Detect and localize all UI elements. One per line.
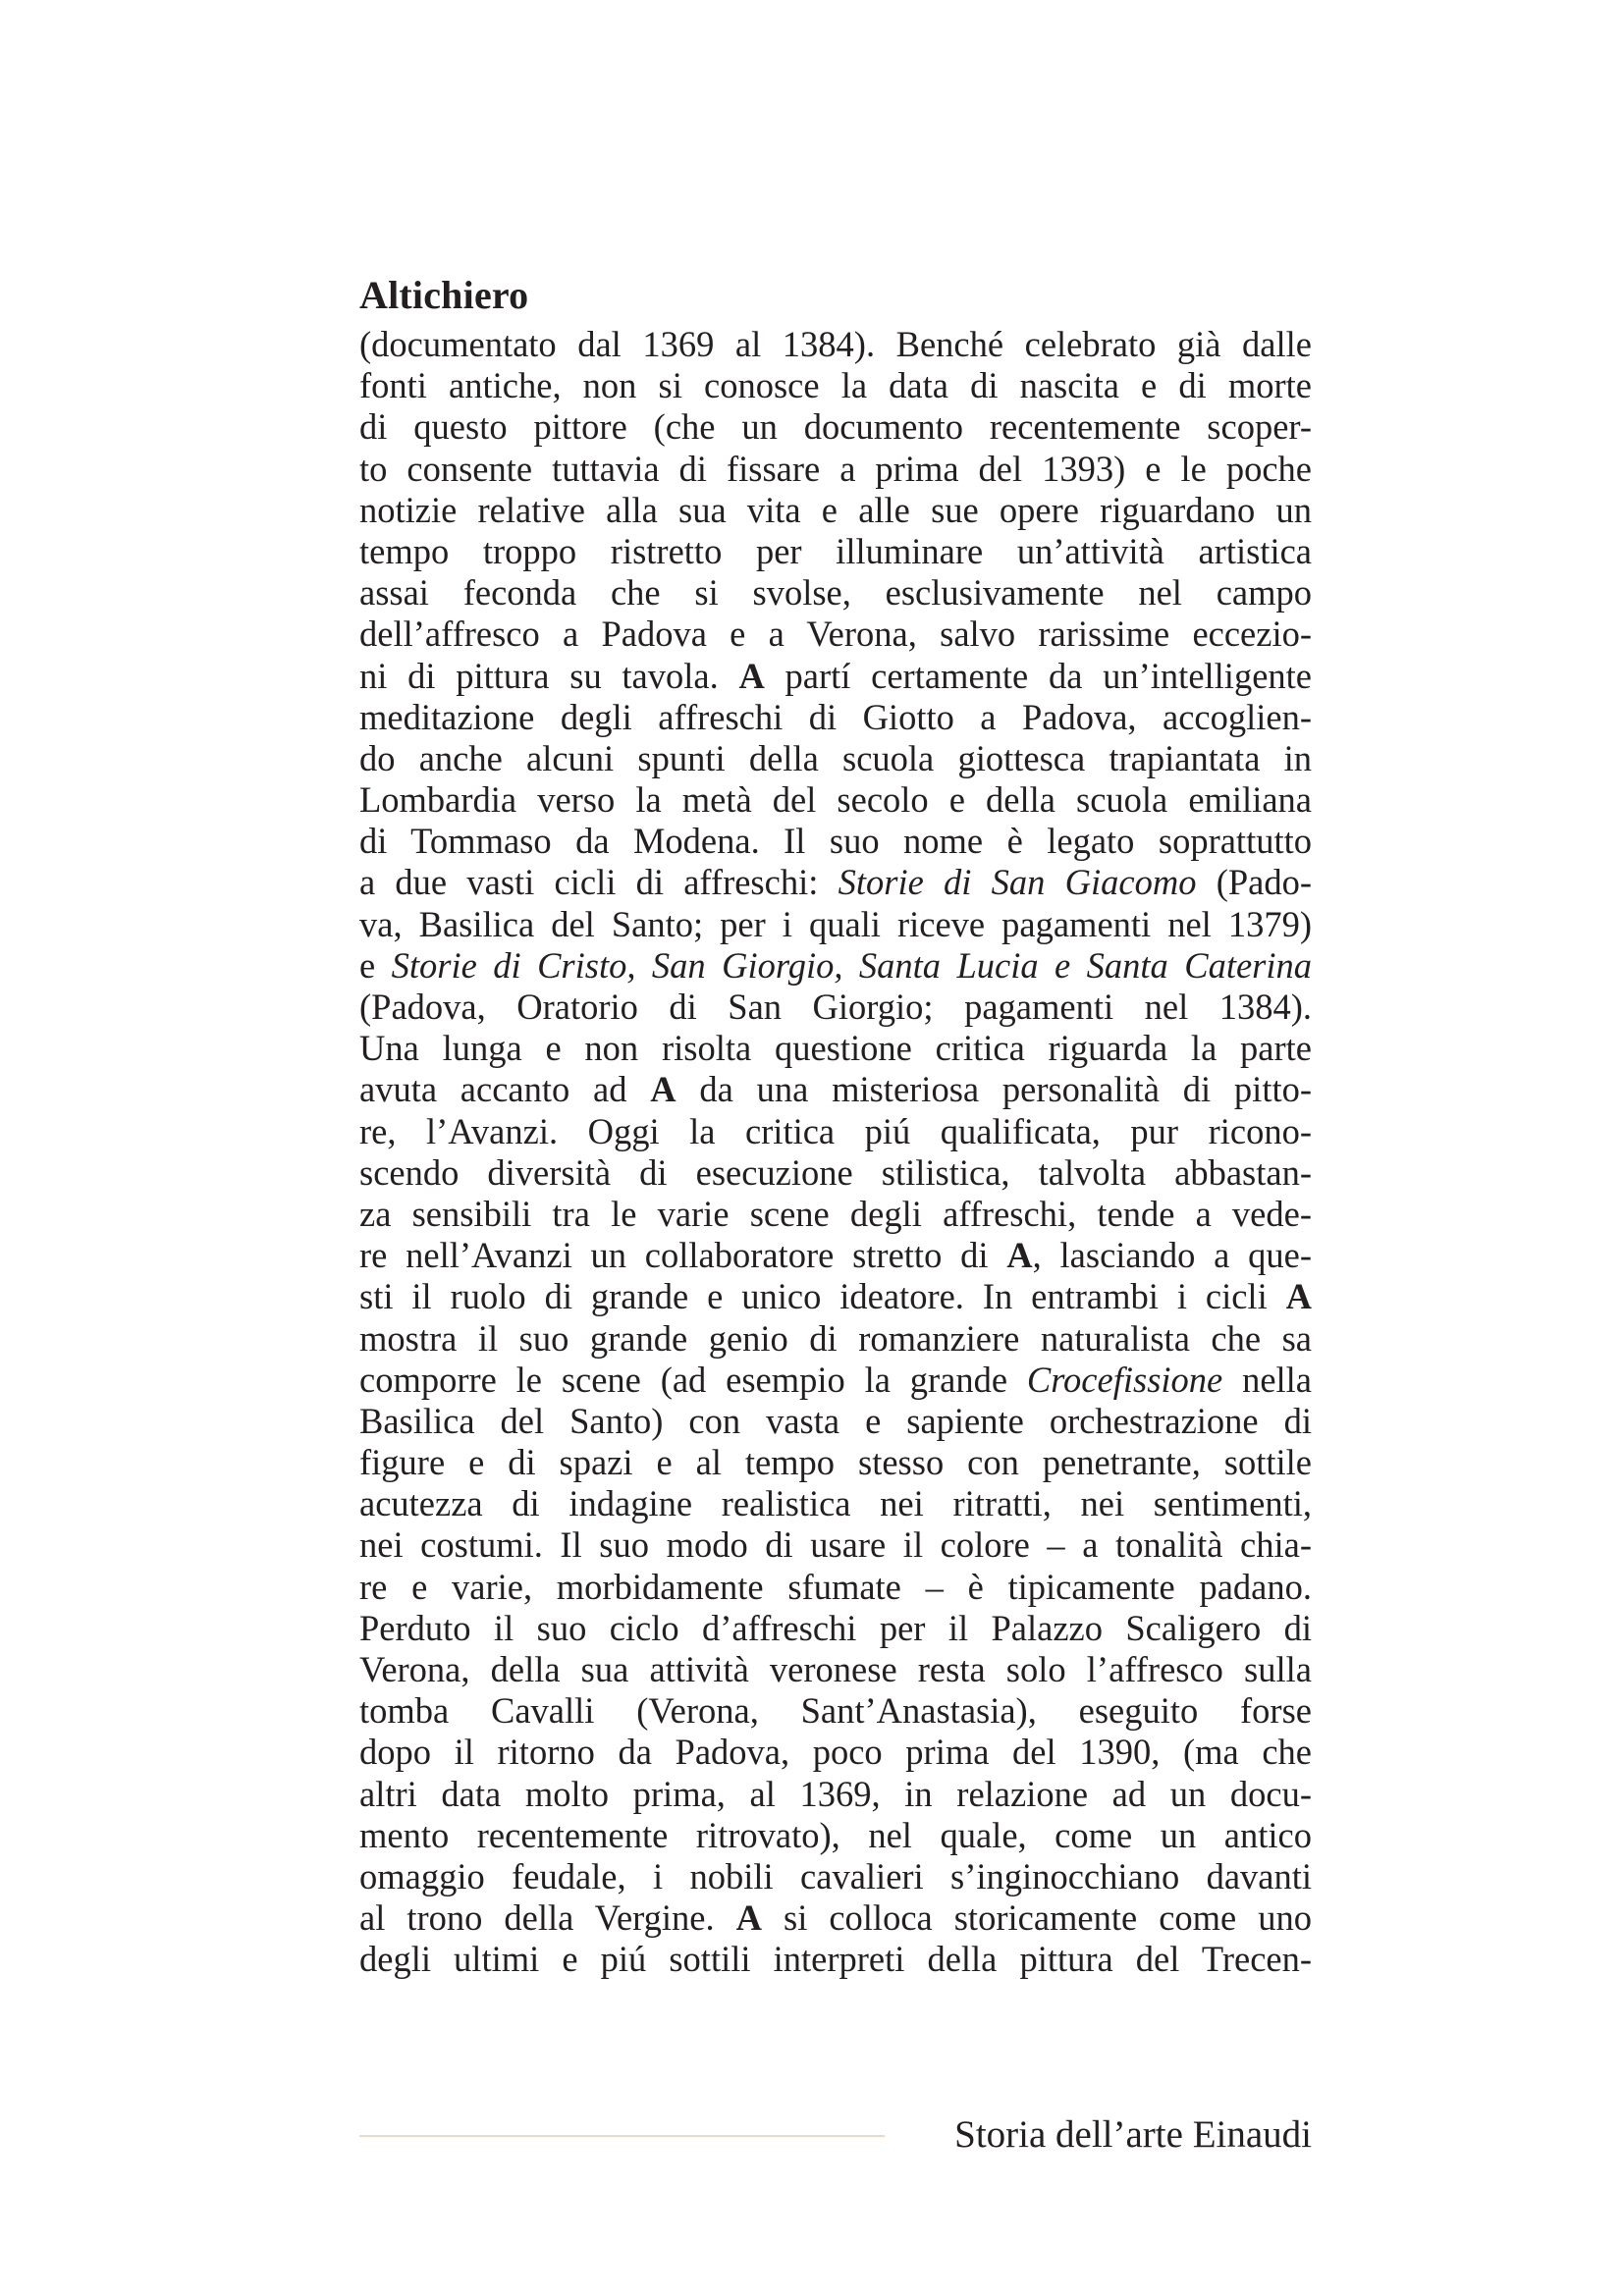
body-text: dopo il ritorno da Padova, poco prima del 1390, (ma che	[359, 1732, 1312, 1773]
body-line	[359, 738, 1312, 779]
footer-publisher-label: Storia dell’arte Einaudi	[954, 2113, 1312, 2156]
body-text: dell’affresco a Padova e a Verona, salvo rarissime eccezio-	[359, 614, 1312, 655]
body-text: va, Basilica del Santo; per i quali riceve pagamenti nel 1379)	[359, 903, 1312, 944]
body-text: re e varie, morbidamente sfumate – è tipicamente padano.	[359, 1566, 1312, 1607]
artwork-title: Storie di San Giacomo	[838, 862, 1197, 903]
body-line	[359, 1524, 1312, 1566]
body-text: fonti antiche, non si conosce la data di nascita e di morte	[359, 365, 1312, 406]
body-text: (Pado-	[1196, 862, 1312, 903]
body-line	[359, 1856, 1312, 1897]
body-text: sti il ruolo di grande e unico ideatore. In entrambi i cicli	[359, 1276, 1286, 1317]
body-line	[359, 821, 1312, 862]
body-text: to consente tuttavia di fissare a prima del 1393) e le poche	[359, 448, 1312, 489]
body-text: tempo troppo ristretto per illuminare un’attività artistica	[359, 530, 1312, 571]
body-text: altri data molto prima, al 1369, in relazione ad un docu-	[359, 1773, 1312, 1814]
body-text: figure e di spazi e al tempo stesso con penetrante, sottile	[359, 1442, 1312, 1483]
body-text: ni di pittura su tavola.	[359, 655, 739, 696]
body-line	[359, 324, 1312, 365]
body-line	[359, 1194, 1312, 1235]
body-line	[359, 945, 1312, 987]
body-text: omaggio feudale, i nobili cavalieri s’inginocchiano davanti	[359, 1855, 1312, 1896]
body-text: re nell’Avanzi un collaboratore stretto di	[359, 1235, 1007, 1276]
artist-abbreviation: A	[735, 1897, 762, 1939]
artist-abbreviation: A	[650, 1069, 676, 1110]
body-line	[359, 1483, 1312, 1524]
body-text: mento recentemente ritrovato), nel quale, come un antico	[359, 1814, 1312, 1855]
body-text: Verona, della sua attività veronese resta solo l’affresco sulla	[359, 1649, 1312, 1689]
body-line	[359, 904, 1312, 945]
body-text: degli ultimi e piú sottili interpreti della pittura del Trecen-	[359, 1939, 1312, 1980]
body-line	[359, 1567, 1312, 1608]
body-text: Perduto il suo ciclo d’affreschi per il Palazzo Scaligero di	[359, 1607, 1312, 1648]
body-line	[359, 531, 1312, 572]
body-text: avuta accanto ad	[359, 1069, 651, 1110]
body-text: nei costumi. Il suo modo di usare il colore – a tonalità chia-	[359, 1524, 1312, 1566]
body-line	[359, 1360, 1312, 1401]
entry-title: Altichiero	[359, 273, 529, 317]
body-line	[359, 697, 1312, 738]
body-text: mostra il suo grande genio di romanziere naturalista che sa	[359, 1317, 1312, 1359]
body-text: do anche alcuni spunti della scuola giottesca trapiantata in	[359, 737, 1312, 778]
body-text: al trono della Vergine.	[359, 1897, 736, 1939]
body-text: da una misteriosa personalità di pitto-	[676, 1069, 1313, 1110]
body-text: notizie relative alla sua vita e alle sue opere riguardano un	[359, 489, 1312, 530]
artist-abbreviation: A	[1006, 1235, 1033, 1276]
body-text: , lasciando a que-	[1032, 1235, 1312, 1276]
body-text: di questo pittore (che un documento recentemente scoper-	[359, 406, 1312, 448]
body-line	[359, 1690, 1312, 1732]
body-line	[359, 987, 1312, 1028]
footer-divider	[359, 2135, 885, 2137]
body-text: scendo diversità di esecuzione stilistica, talvolta abbastan-	[359, 1151, 1312, 1193]
body-text: acutezza di indagine realistica nei ritratti, nei sentimenti,	[359, 1483, 1312, 1524]
page-footer	[359, 2110, 1312, 2160]
body-line	[359, 1897, 1312, 1939]
body-line	[359, 1815, 1312, 1856]
body-text: re, l’Avanzi. Oggi la critica piú qualificata, pur ricono-	[359, 1110, 1312, 1151]
body-text: nella	[1222, 1359, 1312, 1400]
body-line	[359, 862, 1312, 903]
body-text: meditazione degli affreschi di Giotto a Padova, accoglien-	[359, 696, 1312, 737]
body-line	[359, 1069, 1312, 1110]
body-line	[359, 1152, 1312, 1194]
body-text: Basilica del Santo) con vasta e sapiente orchestrazione di	[359, 1400, 1312, 1441]
body-text: di Tommaso da Modena. Il suo nome è legato soprattutto	[359, 821, 1312, 862]
body-text: e	[359, 944, 392, 986]
body-line	[359, 1276, 1312, 1317]
body-line	[359, 1608, 1312, 1649]
body-text: (documentato dal 1369 al 1384). Benché celebrato già dalle	[359, 324, 1312, 364]
body-line	[359, 1939, 1312, 1980]
body-text: Una lunga e non risolta questione critica riguarda la parte	[359, 1028, 1312, 1069]
body-line	[359, 449, 1312, 490]
body-line	[359, 1442, 1312, 1483]
body-line	[359, 1774, 1312, 1815]
body-line	[359, 614, 1312, 655]
body-line	[359, 572, 1312, 614]
body-text: assai feconda che si svolse, esclusivamente nel campo	[359, 572, 1312, 614]
body-line	[359, 779, 1312, 821]
body-text: a due vasti cicli di affreschi:	[359, 862, 839, 903]
body-line	[359, 365, 1312, 406]
artwork-title: Storie di Cristo, San Giorgio, Santa Lucia e Santa Caterina	[391, 944, 1313, 986]
body-text: tomba Cavalli (Verona, Sant’Anastasia), eseguito forse	[359, 1690, 1312, 1732]
entry-body	[359, 324, 1312, 1981]
artist-abbreviation: A	[1285, 1276, 1312, 1317]
body-text: si colloca storicamente come uno	[762, 1897, 1312, 1939]
body-line	[359, 1028, 1312, 1069]
body-line	[359, 656, 1312, 697]
body-line	[359, 1111, 1312, 1152]
body-line	[359, 1649, 1312, 1690]
body-line	[359, 1318, 1312, 1360]
body-text: za sensibili tra le varie scene degli affreschi, tende a vede-	[359, 1193, 1312, 1234]
body-line	[359, 406, 1312, 448]
body-text: Lombardia verso la metà del secolo e della scuola emiliana	[359, 779, 1312, 821]
encyclopedia-entry	[359, 273, 1312, 1981]
body-line	[359, 1732, 1312, 1773]
body-text: partí certamente da un’intelligente	[764, 655, 1312, 696]
body-line	[359, 490, 1312, 531]
artwork-title: Crocefissione	[1026, 1359, 1223, 1400]
artist-abbreviation: A	[738, 655, 765, 696]
body-line	[359, 1235, 1312, 1276]
body-text: (Padova, Oratorio di San Giorgio; pagamenti nel 1384).	[359, 987, 1312, 1027]
body-text: comporre le scene (ad esempio la grande	[359, 1359, 1027, 1400]
body-line	[359, 1401, 1312, 1442]
